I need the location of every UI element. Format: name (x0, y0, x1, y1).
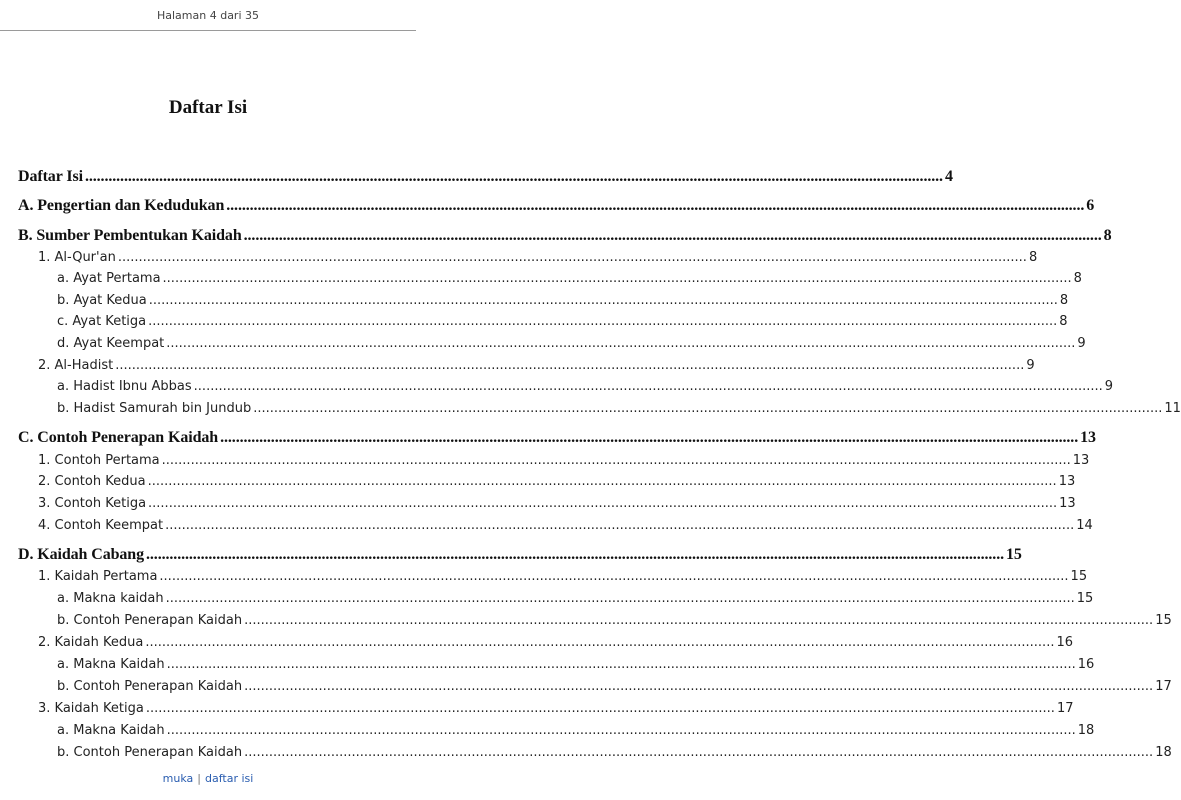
dot-leader: ............................................................................................................................................................................................................................ (146, 546, 1005, 563)
toc-entry[interactable] (57, 676, 1172, 698)
toc-entry-page: 16 (1077, 657, 1095, 672)
dot-leader: ............................................................................................................................................................................................................................ (147, 474, 1057, 489)
toc-entry-page: 8 (1073, 271, 1082, 286)
toc-entry-page: 8 (1028, 250, 1038, 265)
toc-entry-label: 2. Kaidah Kedua (38, 635, 144, 650)
toc-entry[interactable] (18, 166, 953, 188)
toc-entry-page: 6 (1086, 197, 1095, 214)
toc-entry-page: 17 (1056, 701, 1074, 716)
dot-leader: ............................................................................................................................................................................................................................ (148, 496, 1058, 511)
dot-leader: ............................................................................................................................................................................................................................ (159, 569, 1069, 584)
toc-entry-label: Daftar Isi (18, 168, 83, 185)
dot-leader: ............................................................................................................................................................................................................................ (244, 745, 1154, 760)
toc-entry[interactable] (38, 355, 1035, 377)
dot-leader: ............................................................................................................................................................................................................................ (226, 197, 1085, 214)
dot-leader: ............................................................................................................................................................................................................................ (117, 250, 1027, 265)
dot-leader: ............................................................................................................................................................................................................................ (162, 271, 1072, 286)
toc-entry-page: 8 (1059, 293, 1069, 308)
toc-entry-label: D. Kaidah Cabang (18, 546, 144, 563)
toc-entry-page: 8 (1103, 227, 1112, 244)
footer-nav (0, 772, 416, 785)
toc-entry-page: 8 (1059, 314, 1068, 329)
toc-entry[interactable] (38, 632, 1074, 654)
toc-entry-label: d. Ayat Keempat (57, 336, 165, 351)
toc-entry-page: 13 (1072, 453, 1090, 468)
dot-leader: ............................................................................................................................................................................................................................ (145, 635, 1055, 650)
toc-entry-page: 11 (1164, 401, 1181, 416)
toc-entry-label: 2. Al-Hadist (38, 358, 114, 373)
toc-entry[interactable] (57, 333, 1086, 355)
toc-entry-label: b. Ayat Kedua (57, 293, 147, 308)
toc-entry[interactable] (57, 311, 1068, 333)
toc-entry-label: C. Contoh Penerapan Kaidah (18, 429, 219, 446)
toc-entry[interactable] (57, 398, 1181, 420)
dot-leader: ............................................................................................................................................................................................................................ (148, 293, 1058, 308)
toc-entry-page: 13 (1058, 474, 1076, 489)
toc-entry[interactable] (18, 427, 1096, 449)
toc-entry[interactable] (57, 290, 1069, 312)
dot-leader: ............................................................................................................................................................................................................................ (165, 518, 1075, 533)
page-title: Daftar Isi (168, 97, 248, 118)
toc-entry-page: 16 (1056, 635, 1074, 650)
toc-entry[interactable] (57, 610, 1172, 632)
toc-entry[interactable] (38, 698, 1074, 720)
toc-entry[interactable] (38, 566, 1088, 588)
toc-entry-label: b. Hadist Samurah bin Jundub (57, 401, 252, 416)
toc-entry-label: a. Makna kaidah (57, 591, 164, 606)
toc-entry[interactable] (38, 515, 1093, 537)
toc-link[interactable]: daftar isi (205, 772, 254, 785)
dot-leader: ............................................................................................................................................................................................................................ (244, 613, 1154, 628)
toc-entry-label: a. Makna Kaidah (57, 657, 165, 672)
dot-leader: ............................................................................................................................................................................................................................ (253, 401, 1163, 416)
toc-entry-page: 18 (1155, 745, 1172, 760)
toc-entry-label: a. Hadist Ibnu Abbas (57, 379, 192, 394)
toc-entry-page: 17 (1155, 679, 1172, 694)
toc-entry-page: 13 (1080, 429, 1096, 446)
toc-entry-page: 15 (1006, 546, 1022, 563)
toc-entry[interactable] (57, 742, 1172, 764)
dot-leader: ............................................................................................................................................................................................................................ (84, 168, 943, 185)
home-link[interactable]: muka (162, 772, 194, 785)
toc-entry-label: 2. Contoh Kedua (38, 474, 146, 489)
toc-entry-label: 1. Contoh Pertama (38, 453, 160, 468)
toc-entry-label: B. Sumber Pembentukan Kaidah (18, 227, 242, 244)
toc-entry-label: 3. Kaidah Ketiga (38, 701, 144, 716)
dot-leader: ............................................................................................................................................................................................................................ (193, 379, 1103, 394)
dot-leader: ............................................................................................................................................................................................................................ (148, 314, 1058, 329)
toc-entry-label: 4. Contoh Keempat (38, 518, 164, 533)
dot-leader: ............................................................................................................................................................................................................................ (166, 657, 1076, 672)
toc-entry-label: b. Contoh Penerapan Kaidah (57, 745, 243, 760)
toc-entry[interactable] (18, 544, 1022, 566)
toc-entry-page: 9 (1077, 336, 1086, 351)
dot-leader: ............................................................................................................................................................................................................................ (244, 679, 1154, 694)
toc-entry-label: 3. Contoh Ketiga (38, 496, 147, 511)
toc-entry-label: a. Ayat Pertama (57, 271, 161, 286)
toc-entry-label: 1. Kaidah Pertama (38, 569, 158, 584)
dot-leader: ............................................................................................................................................................................................................................ (166, 723, 1076, 738)
toc-entry-label: b. Contoh Penerapan Kaidah (57, 679, 243, 694)
toc-entry[interactable] (57, 588, 1094, 610)
toc-entry-page: 9 (1026, 358, 1035, 373)
toc-entry[interactable] (57, 720, 1095, 742)
toc-entry-page: 15 (1155, 613, 1172, 628)
toc-entry-label: b. Contoh Penerapan Kaidah (57, 613, 243, 628)
dot-leader: ............................................................................................................................................................................................................................ (145, 701, 1055, 716)
toc-entry[interactable] (18, 225, 1112, 247)
footer-separator: | (197, 772, 201, 785)
toc-entry-page: 18 (1077, 723, 1095, 738)
toc-entry[interactable] (57, 268, 1082, 290)
toc-entry-label: a. Makna Kaidah (57, 723, 165, 738)
toc-entry-page: 14 (1076, 518, 1093, 533)
page-indicator: Halaman 4 dari 35 (156, 9, 260, 22)
toc-entry[interactable] (57, 376, 1114, 398)
toc-entry-label: c. Ayat Ketiga (57, 314, 147, 329)
toc-entry[interactable] (38, 493, 1076, 515)
toc-entry-label: A. Pengertian dan Kedudukan (18, 197, 225, 214)
toc-entry-label: 1. Al-Qur'an (38, 250, 116, 265)
toc-entry[interactable] (38, 450, 1090, 472)
toc-entry-page: 13 (1059, 496, 1076, 511)
toc-entry[interactable] (38, 471, 1076, 493)
toc-entry[interactable] (18, 195, 1095, 217)
toc-entry-page: 4 (944, 168, 953, 185)
toc-entry-page: 9 (1104, 379, 1114, 394)
dot-leader: ............................................................................................................................................................................................................................ (243, 227, 1102, 244)
dot-leader: ............................................................................................................................................................................................................................ (220, 429, 1079, 446)
dot-leader: ............................................................................................................................................................................................................................ (166, 336, 1076, 351)
toc-entry-page: 15 (1076, 591, 1094, 606)
toc-entry[interactable] (38, 247, 1038, 269)
dot-leader: ............................................................................................................................................................................................................................ (115, 358, 1025, 373)
toc-entry[interactable] (57, 654, 1095, 676)
toc-entry-page: 15 (1070, 569, 1088, 584)
dot-leader: ............................................................................................................................................................................................................................ (161, 453, 1071, 468)
dot-leader: ............................................................................................................................................................................................................................ (165, 591, 1075, 606)
